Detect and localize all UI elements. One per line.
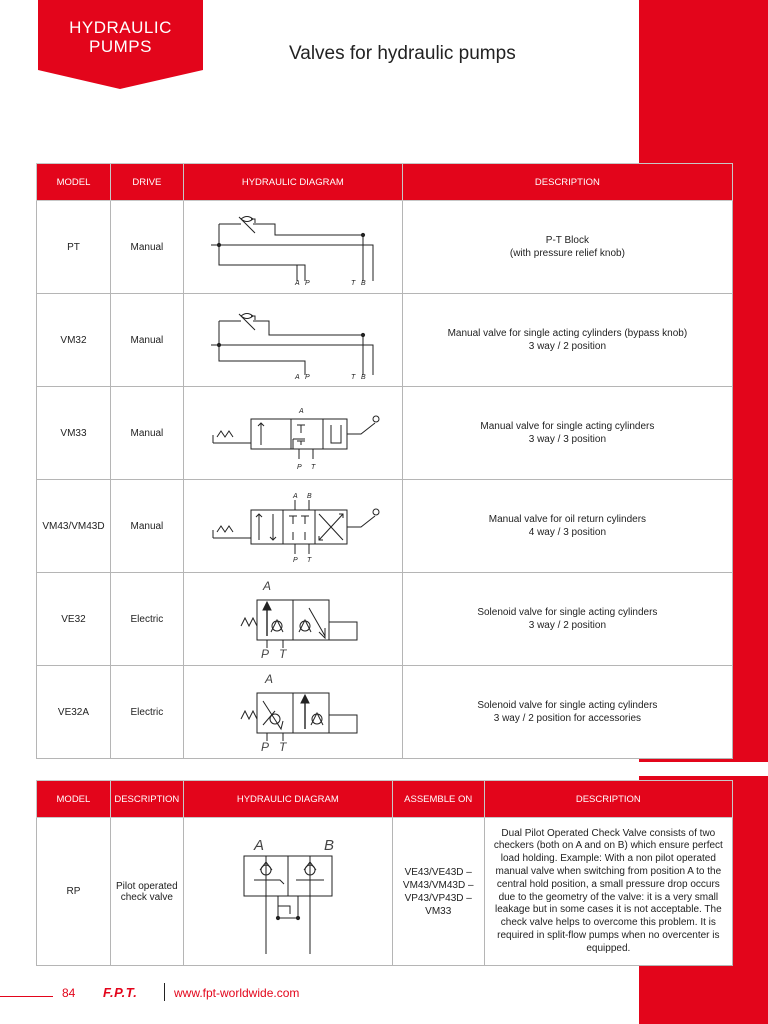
col-header-description: DESCRIPTION: [402, 164, 732, 201]
svg-text:A: A: [253, 836, 264, 854]
svg-text:B: B: [360, 280, 366, 287]
description-line1: Manual valve for oil return cylinders: [488, 514, 647, 525]
description-line1: Manual valve for single acting cylinders: [480, 421, 655, 432]
svg-text:A: A: [298, 408, 304, 415]
svg-text:P: P: [260, 740, 269, 753]
svg-text:T: T: [306, 557, 312, 564]
description-cell: [402, 666, 732, 759]
col-header-description: DESCRIPTION: [110, 781, 183, 818]
col-header-diagram: HYDRAULIC DIAGRAM: [183, 781, 392, 818]
diagram-cell: [183, 666, 402, 759]
description-line1: P-T Block: [545, 235, 589, 246]
svg-text:P: P: [260, 647, 269, 660]
table-row: [37, 201, 733, 294]
col-header-model: MODEL: [37, 781, 111, 818]
description-cell: [402, 201, 732, 294]
table-row: [37, 573, 733, 666]
footer-rule: [0, 996, 53, 997]
description-line1: Manual valve for single acting cylinders (bypass knob): [447, 328, 688, 339]
description-cell: [110, 818, 183, 966]
description-cell: [402, 480, 732, 573]
footer-divider: [164, 983, 165, 1001]
svg-text:A: A: [264, 672, 273, 686]
assemble-line3: VP43/VP43D –: [404, 892, 472, 904]
description-line2: 3 way / 3 position: [528, 434, 607, 445]
model-cell: VE32A: [37, 666, 111, 759]
diagram-cell: [183, 573, 402, 666]
svg-text:A: A: [262, 579, 271, 593]
description-line2: 3 way / 2 position: [528, 620, 607, 631]
assemble-line2: VM43/VM43D –: [402, 879, 474, 891]
svg-text:B: B: [360, 374, 366, 381]
svg-text:T: T: [350, 374, 356, 381]
drive-cell: Electric: [110, 666, 183, 759]
description-line1: Solenoid valve for single acting cylinders: [477, 700, 658, 711]
ve32a-diagram-icon: [193, 671, 393, 753]
vm32-diagram-icon: [193, 299, 393, 381]
description-line2: 3 way / 2 position for accessories: [493, 713, 642, 724]
drive-cell: Manual: [110, 480, 183, 573]
col-header-model: MODEL: [37, 164, 111, 201]
diagram-cell: [183, 201, 402, 294]
pilot-check-valve-diagram-icon: [188, 822, 388, 962]
vm43-diagram-icon: [193, 486, 393, 566]
table-header-row: [37, 781, 733, 818]
svg-text:P: P: [304, 280, 310, 287]
table-header-row: [37, 164, 733, 201]
description-cell: [402, 387, 732, 480]
banner-tip: [38, 70, 203, 89]
description-line2: 3 way / 2 position: [528, 341, 607, 352]
section-banner: [38, 0, 203, 70]
section-label-line2: PUMPS: [89, 37, 152, 56]
fpt-logo: F.P.T.: [103, 985, 138, 1000]
page-number: 84: [62, 986, 76, 1000]
svg-text:T: T: [350, 280, 356, 287]
table-row: [37, 387, 733, 480]
description-line1: Pilot operated: [115, 880, 178, 892]
col-header-long-description: DESCRIPTION: [484, 781, 732, 818]
model-cell: VM32: [37, 294, 111, 387]
table-row: [37, 666, 733, 759]
model-cell: PT: [37, 201, 111, 294]
svg-text:B: B: [306, 493, 312, 500]
pt-block-diagram-icon: [193, 207, 393, 287]
description-line2: check valve: [120, 891, 173, 903]
model-cell: VM33: [37, 387, 111, 480]
svg-text:T: T: [278, 647, 287, 660]
description-cell: [402, 573, 732, 666]
drive-cell: Manual: [110, 294, 183, 387]
description-line1: Solenoid valve for single acting cylinders: [477, 607, 658, 618]
model-cell: VM43/VM43D: [37, 480, 111, 573]
diagram-cell: [183, 387, 402, 480]
description-cell: [402, 294, 732, 387]
table-row: [37, 818, 733, 966]
section-label-line1: HYDRAULIC: [69, 18, 172, 37]
drive-cell: Manual: [110, 201, 183, 294]
svg-text:A: A: [294, 280, 300, 287]
valves-table: [36, 163, 733, 759]
svg-text:A: A: [294, 374, 300, 381]
ve32-diagram-icon: [193, 578, 393, 660]
check-valve-table: [36, 780, 733, 966]
table-row: [37, 480, 733, 573]
svg-text:T: T: [278, 740, 287, 753]
description-line2: 4 way / 3 position: [528, 527, 607, 538]
svg-text:P: P: [304, 374, 310, 381]
assemble-line1: VE43/VE43D –: [404, 866, 472, 878]
long-description-cell: Dual Pilot Operated Check Valve consists of two checkers (both on A and on B) which ensure perfect load holding. Example: With a non pilot operated manual valve when switching from position A to the central hold position, a small pressure drop occurs due to the geometry of the valve: it is a very small leakage but in some cases it is not acceptable. The check valve helps to overcome this problem. It is required in split-flow pumps when no overcenter is equipped.: [484, 818, 732, 966]
col-header-drive: DRIVE: [110, 164, 183, 201]
diagram-cell: [183, 818, 392, 966]
col-header-assemble-on: ASSEMBLE ON: [392, 781, 484, 818]
svg-text:T: T: [310, 464, 316, 471]
svg-text:B: B: [323, 836, 334, 854]
assemble-line4: VM33: [425, 905, 452, 917]
description-line2: (with pressure relief knob): [509, 248, 625, 259]
vm33-diagram-icon: [193, 393, 393, 473]
drive-cell: Manual: [110, 387, 183, 480]
svg-text:P: P: [296, 464, 302, 471]
model-cell: RP: [37, 818, 111, 966]
assemble-on-cell: [392, 818, 484, 966]
diagram-cell: [183, 480, 402, 573]
svg-text:A: A: [292, 493, 298, 500]
model-cell: VE32: [37, 573, 111, 666]
page-title: Valves for hydraulic pumps: [289, 43, 516, 64]
table-row: [37, 294, 733, 387]
diagram-cell: [183, 294, 402, 387]
website-link[interactable]: www.fpt-worldwide.com: [174, 986, 300, 1000]
drive-cell: Electric: [110, 573, 183, 666]
svg-text:P: P: [292, 557, 298, 564]
col-header-diagram: HYDRAULIC DIAGRAM: [183, 164, 402, 201]
